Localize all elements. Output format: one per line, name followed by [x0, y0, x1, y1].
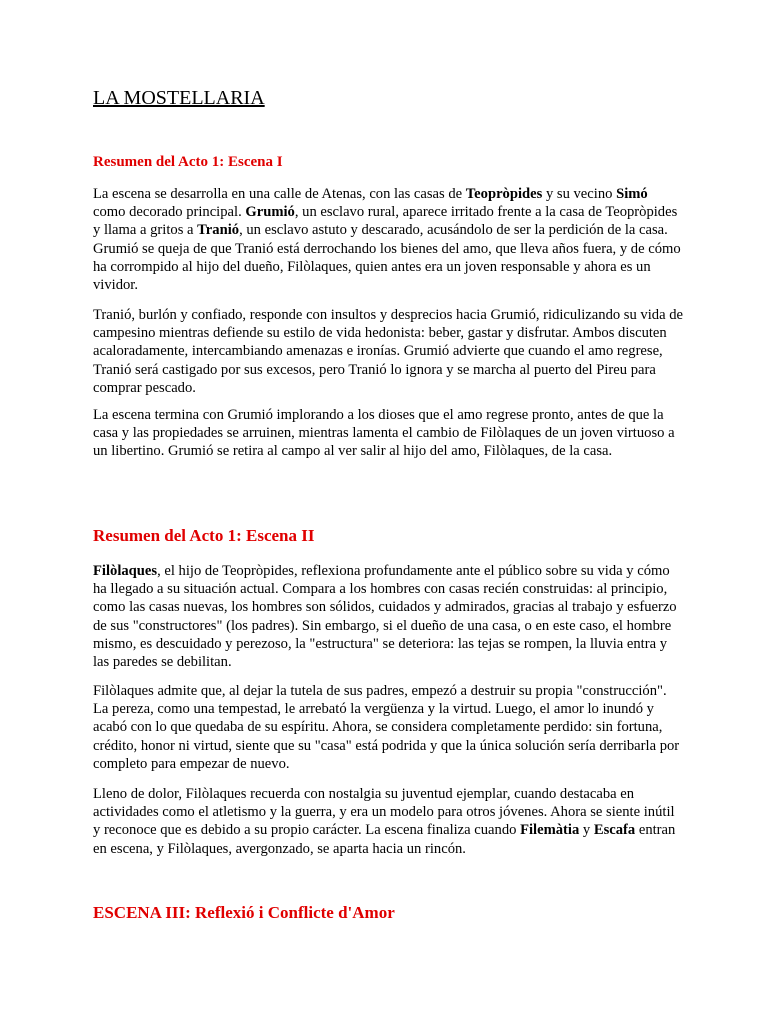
- bold-name: Simó: [616, 186, 648, 202]
- bold-name: Teopròpides: [465, 186, 543, 202]
- section-heading-escena-2: Resumen del Acto 1: Escena II: [93, 526, 315, 545]
- paragraph: Filòlaques admite que, al dejar la tutela de sus padres, empezó a destruir su propia "construcción". La pereza, como una tempestad, le arrebató la vergüenza y la virtud. Luego, el amor lo inundó y acabó con lo que quedaba de su espíritu. Ahora, se considera completamente perdido: sin fortuna, crédito, honor ni virtud, siente que su "casa" está podrida y que la única solución sería derribarla por completo para empezar de nuevo.: [93, 683, 680, 772]
- document-title: LA MOSTELLARIA: [93, 87, 265, 109]
- paragraph: Filòlaques, el hijo de Teopròpides, reflexiona profundamente ante el público sobre su vida y cómo ha llegado a su situación actual. Compara a los hombres con casas recién construidas: al principio, como las casas nuevas, los hombres son sólidos, cuidados y admirados, gracias al trabajo y esfuerzo de sus "constructores" (los padres). Sin embargo, si el dueño de una casa, o en este caso, el hombre mismo, es descuidado y perezoso, la "estructura" se deteriora: las tejas se rompen, la lluvia entra y las paredes se debilitan.: [93, 563, 677, 671]
- paragraph: La escena termina con Grumió implorando a los dioses que el amo regrese pronto, antes de que la casa y las propiedades se arruinen, mientras lamenta el cambio de Filòlaques de un joven virtuoso a un libertino. Grumió se retira al campo al ver salir al hijo del amo, Filòlaques, de la casa.: [93, 407, 675, 460]
- paragraph: Lleno de dolor, Filòlaques recuerda con nostalgia su juventud ejemplar, cuando destacaba en actividades como el atletismo y la guerra, y era un modelo para otros jóvenes. Ahora se siente inútil y reconoce que es debido a su propio carácter. La escena finaliza cuando Filemàtia y Escafa entran en escena, y Filòlaques, avergonzado, se aparta hacia un rincón.: [93, 786, 676, 857]
- section-heading-escena-1: Resumen del Acto 1: Escena I: [93, 154, 283, 170]
- bold-name: Filòlaques: [93, 563, 158, 579]
- paragraph: La escena se desarrolla en una calle de Atenas, con las casas de Teopròpides y su vecino Simó como decorado principal. Grumió, un esclavo rural, aparece irritado frente a la casa de Teopròpides y llama a gritos a Tranió, un esclavo astuto y descarado, acusándolo de ser la perdición de la casa. Grumió se queja de que Tranió está derrochando los bienes del amo, que lleva años fuera, y de cómo ha corrompido al hijo del dueño, Filòlaques, quien antes era un joven responsable y ahora es un vividor.: [93, 186, 681, 294]
- bold-name: Escafa: [593, 822, 636, 839]
- bold-name: Grumió: [245, 204, 295, 221]
- bold-name: Tranió: [197, 222, 240, 239]
- section-heading-escena-3: ESCENA III: Reflexió i Conflicte d'Amor: [93, 903, 395, 922]
- paragraph: Tranió, burlón y confiado, responde con insultos y desprecios hacia Grumió, ridiculizando su vida de campesino mientras defiende su estilo de vida hedonista: beber, gastar y disfrutar. Ambos discuten acaloradamente, intercambiando amenazas e ironías. Grumió advierte que cuando el amo regrese, Tranió será castigado por sus excesos, pero Tranió lo ignora y se marcha al puerto del Pireu para comprar pescado.: [93, 307, 683, 396]
- bold-name: Filemàtia: [520, 822, 580, 839]
